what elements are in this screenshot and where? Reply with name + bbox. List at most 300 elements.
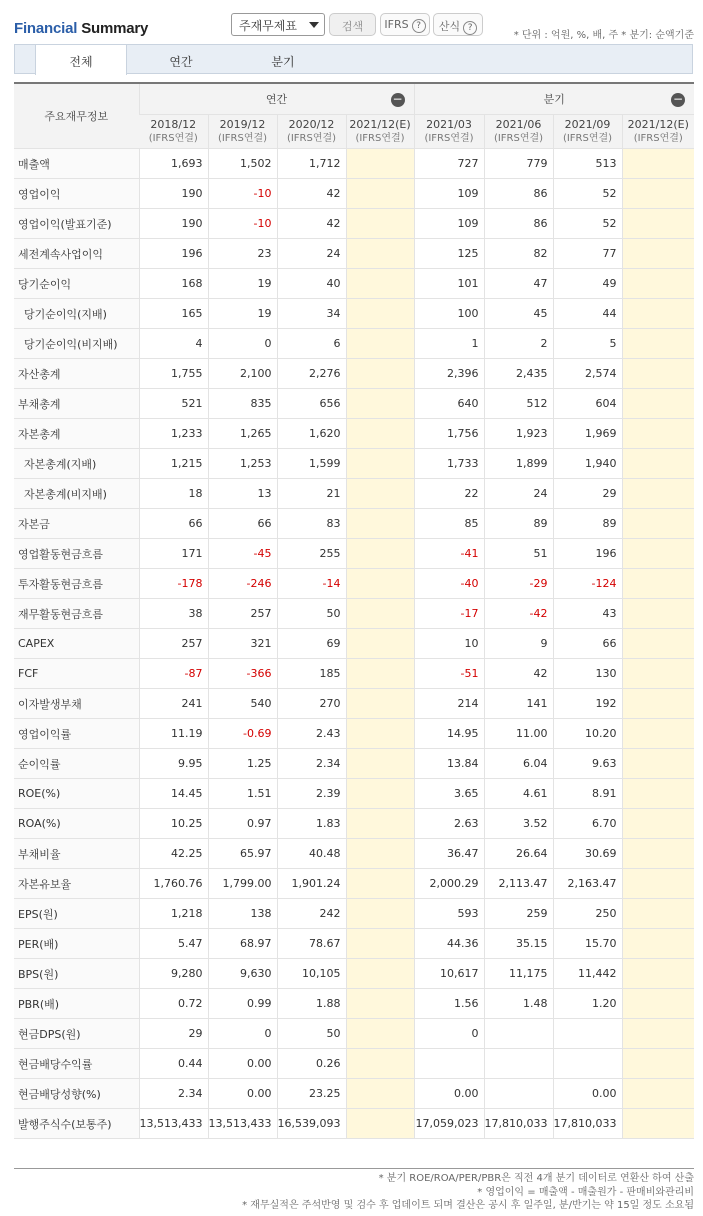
value-cell: 21	[277, 479, 346, 509]
value-cell: 100	[414, 299, 484, 329]
value-cell: 1,620	[277, 419, 346, 449]
value-cell: 51	[484, 539, 553, 569]
row-label: 영업이익률	[14, 719, 139, 749]
value-cell: 2,100	[208, 359, 277, 389]
value-cell: 1.83	[277, 809, 346, 839]
value-cell	[622, 509, 694, 539]
footnote: * 영업이익 = 매출액 - 매출원가 - 판매비와관리비	[477, 1186, 694, 1198]
value-cell: 89	[553, 509, 622, 539]
value-cell: 512	[484, 389, 553, 419]
table-row	[14, 629, 694, 659]
period-header	[622, 115, 694, 149]
value-cell: 3.52	[484, 809, 553, 839]
value-cell: 2.63	[414, 809, 484, 839]
table-row	[14, 149, 694, 179]
unit-note: * 단위 : 억원, %, 배, 주 * 분기: 순액기준	[513, 30, 694, 41]
table-row	[14, 899, 694, 929]
value-cell: 34	[277, 299, 346, 329]
value-cell: 1,969	[553, 419, 622, 449]
value-cell: 44	[553, 299, 622, 329]
value-cell: -14	[277, 569, 346, 599]
value-cell: 24	[484, 479, 553, 509]
table-row	[14, 689, 694, 719]
row-label: ROA(%)	[14, 809, 139, 839]
value-cell: 0.72	[139, 989, 208, 1019]
value-cell: 45	[484, 299, 553, 329]
value-cell: 9.95	[139, 749, 208, 779]
value-cell	[622, 749, 694, 779]
value-cell: 1	[414, 329, 484, 359]
row-label: 자산총계	[14, 359, 139, 389]
row-label: 영업이익	[14, 179, 139, 209]
value-cell: 14.45	[139, 779, 208, 809]
footnote: * 재무실적은 주석반영 및 검수 후 업데이트 되며 결산은 공시 후 일주일, 분/반기는 약 15일 정도 소요됨	[242, 1200, 694, 1211]
value-cell	[622, 149, 694, 179]
ifrs-help-button[interactable]	[380, 13, 430, 36]
value-cell: 4.61	[484, 779, 553, 809]
value-cell: 593	[414, 899, 484, 929]
value-cell: 1,901.24	[277, 869, 346, 899]
value-cell	[346, 629, 414, 659]
value-cell: 835	[208, 389, 277, 419]
page-title	[14, 20, 148, 37]
value-cell	[622, 1079, 694, 1109]
help-icon: ?	[463, 21, 477, 35]
value-cell: 257	[139, 629, 208, 659]
value-cell: 0.97	[208, 809, 277, 839]
value-cell: -40	[414, 569, 484, 599]
table-row	[14, 539, 694, 569]
period-basis: (IFRS연결)	[562, 132, 613, 144]
value-cell	[622, 869, 694, 899]
period-label: 2021/06	[495, 117, 542, 131]
value-cell: 47	[484, 269, 553, 299]
table-bottom-border	[14, 1168, 694, 1169]
value-cell: 214	[414, 689, 484, 719]
period-label: 2018/12	[150, 117, 197, 131]
value-cell: -366	[208, 659, 277, 689]
row-label: 자본유보율	[14, 869, 139, 899]
table-row	[14, 959, 694, 989]
value-cell: 1.25	[208, 749, 277, 779]
value-cell: 1,923	[484, 419, 553, 449]
value-cell: 1,693	[139, 149, 208, 179]
value-cell	[346, 209, 414, 239]
value-cell: -246	[208, 569, 277, 599]
value-cell: 125	[414, 239, 484, 269]
value-cell	[622, 989, 694, 1019]
value-cell: -51	[414, 659, 484, 689]
value-cell: 192	[553, 689, 622, 719]
value-cell: 4	[139, 329, 208, 359]
value-cell: 2,574	[553, 359, 622, 389]
value-cell: -17	[414, 599, 484, 629]
value-cell: -10	[208, 179, 277, 209]
row-label: 당기순이익(지배)	[14, 299, 139, 329]
period-header	[208, 115, 277, 149]
help-icon: ?	[412, 19, 426, 33]
value-cell: 656	[277, 389, 346, 419]
row-label: 이자발생부채	[14, 689, 139, 719]
value-cell	[484, 1079, 553, 1109]
value-cell: 38	[139, 599, 208, 629]
value-cell	[484, 1019, 553, 1049]
value-cell: 50	[277, 599, 346, 629]
value-cell: 35.15	[484, 929, 553, 959]
footnotes	[242, 1172, 694, 1213]
table-row	[14, 419, 694, 449]
value-cell: 42.25	[139, 839, 208, 869]
value-cell: 15.70	[553, 929, 622, 959]
value-cell: 23.25	[277, 1079, 346, 1109]
value-cell: 138	[208, 899, 277, 929]
value-cell: 10	[414, 629, 484, 659]
value-cell: 1,265	[208, 419, 277, 449]
table-row	[14, 839, 694, 869]
value-cell	[346, 179, 414, 209]
value-cell	[622, 629, 694, 659]
table-row	[14, 1079, 694, 1109]
value-cell	[346, 569, 414, 599]
table-row	[14, 869, 694, 899]
value-cell	[622, 239, 694, 269]
table-row	[14, 479, 694, 509]
row-label: 부채비율	[14, 839, 139, 869]
footnote: * 분기 ROE/ROA/PER/PBR은 직전 4개 분기 데이터로 연환산 하여 산출	[378, 1173, 694, 1184]
value-cell: 242	[277, 899, 346, 929]
value-cell: 9	[484, 629, 553, 659]
period-tabs	[14, 44, 693, 74]
value-cell	[622, 539, 694, 569]
value-cell: -10	[208, 209, 277, 239]
value-cell: 1.56	[414, 989, 484, 1019]
value-cell: 241	[139, 689, 208, 719]
value-cell: 2.43	[277, 719, 346, 749]
value-cell: 44.36	[414, 929, 484, 959]
value-cell: 2.34	[139, 1079, 208, 1109]
value-cell: 1,502	[208, 149, 277, 179]
period-header	[414, 115, 484, 149]
row-label: 현금DPS(원)	[14, 1019, 139, 1049]
annual-group-header	[139, 83, 414, 115]
value-cell	[346, 869, 414, 899]
value-cell	[346, 509, 414, 539]
table-row	[14, 1109, 694, 1139]
table-row	[14, 1049, 694, 1079]
value-cell	[346, 989, 414, 1019]
value-cell	[622, 839, 694, 869]
value-cell: 23	[208, 239, 277, 269]
value-cell: 2,435	[484, 359, 553, 389]
value-cell: 190	[139, 179, 208, 209]
value-cell: 1,899	[484, 449, 553, 479]
value-cell	[622, 659, 694, 689]
value-cell: 0.00	[208, 1079, 277, 1109]
value-cell	[622, 779, 694, 809]
table-row	[14, 929, 694, 959]
value-cell: 0	[208, 1019, 277, 1049]
value-cell: 30.69	[553, 839, 622, 869]
value-cell: 13,513,433	[139, 1109, 208, 1139]
value-cell	[346, 149, 414, 179]
value-cell	[346, 539, 414, 569]
value-cell: 196	[139, 239, 208, 269]
value-cell	[346, 1079, 414, 1109]
table-row	[14, 719, 694, 749]
value-cell: 270	[277, 689, 346, 719]
value-cell	[484, 1049, 553, 1079]
value-cell: 66	[208, 509, 277, 539]
value-cell: 1,733	[414, 449, 484, 479]
chevron-down-icon	[309, 22, 319, 28]
row-label: ROE(%)	[14, 779, 139, 809]
value-cell: 18	[139, 479, 208, 509]
value-cell	[346, 809, 414, 839]
search-button[interactable]: 검색	[329, 13, 376, 36]
value-cell	[346, 389, 414, 419]
value-cell: 66	[553, 629, 622, 659]
period-basis: (IFRS연결)	[424, 132, 474, 144]
value-cell	[346, 299, 414, 329]
value-cell: 2.34	[277, 749, 346, 779]
value-cell: 257	[208, 599, 277, 629]
value-cell	[622, 449, 694, 479]
period-label: 2020/12	[288, 117, 335, 131]
financial-summary-table	[14, 82, 694, 1139]
value-cell: 640	[414, 389, 484, 419]
value-cell: 86	[484, 209, 553, 239]
row-label: FCF	[14, 659, 139, 689]
period-header	[553, 115, 622, 149]
value-cell: -42	[484, 599, 553, 629]
value-cell	[622, 929, 694, 959]
row-label: EPS(원)	[14, 899, 139, 929]
value-cell	[622, 1019, 694, 1049]
value-cell: 42	[484, 659, 553, 689]
value-cell: 77	[553, 239, 622, 269]
table-row	[14, 269, 694, 299]
value-cell: 40.48	[277, 839, 346, 869]
value-cell: 255	[277, 539, 346, 569]
value-cell	[622, 479, 694, 509]
table-row	[14, 659, 694, 689]
value-cell: 78.67	[277, 929, 346, 959]
value-cell: 22	[414, 479, 484, 509]
period-basis: (IFRS연결)	[286, 132, 337, 144]
value-cell: 109	[414, 179, 484, 209]
value-cell: -41	[414, 539, 484, 569]
value-cell: 185	[277, 659, 346, 689]
value-cell: 9,630	[208, 959, 277, 989]
value-cell: 321	[208, 629, 277, 659]
row-label: PBR(배)	[14, 989, 139, 1019]
toolbar	[0, 0, 703, 44]
period-basis: (IFRS연결)	[493, 132, 544, 144]
value-cell: 1.20	[553, 989, 622, 1019]
period-label: 2021/09	[564, 117, 611, 131]
table-row	[14, 239, 694, 269]
row-label: 순이익률	[14, 749, 139, 779]
value-cell: 36.47	[414, 839, 484, 869]
tab-quarter[interactable]: 분기	[271, 55, 295, 69]
value-cell: 17,059,023	[414, 1109, 484, 1139]
period-label: 2019/12	[219, 117, 266, 131]
value-cell	[622, 389, 694, 419]
value-cell: 779	[484, 149, 553, 179]
value-cell: 29	[139, 1019, 208, 1049]
row-label: 자본금	[14, 509, 139, 539]
value-cell: 1,799.00	[208, 869, 277, 899]
row-label: 재무활동현금흐름	[14, 599, 139, 629]
value-cell: 1,233	[139, 419, 208, 449]
value-cell	[622, 419, 694, 449]
period-basis: (IFRS연결)	[633, 132, 683, 144]
value-cell: 29	[553, 479, 622, 509]
row-label: 현금배당성향(%)	[14, 1079, 139, 1109]
row-label: BPS(원)	[14, 959, 139, 989]
period-basis: (IFRS연결)	[148, 132, 198, 144]
value-cell: 5.47	[139, 929, 208, 959]
row-label: 발행주식수(보통주)	[14, 1109, 139, 1139]
value-cell: 6.70	[553, 809, 622, 839]
value-cell	[622, 689, 694, 719]
value-cell: 66	[139, 509, 208, 539]
table-row	[14, 809, 694, 839]
collapse-annual-icon[interactable]: −	[392, 92, 403, 106]
value-cell: 171	[139, 539, 208, 569]
value-cell: 40	[277, 269, 346, 299]
annual-group-label: 연간	[265, 93, 288, 106]
table-row	[14, 509, 694, 539]
value-cell: 85	[414, 509, 484, 539]
value-cell: 9,280	[139, 959, 208, 989]
value-cell	[346, 899, 414, 929]
period-label: 2021/03	[426, 117, 472, 131]
value-cell	[346, 1049, 414, 1079]
value-cell	[553, 1049, 622, 1079]
period-basis: (IFRS연결)	[217, 132, 268, 144]
value-cell: 17,810,033	[553, 1109, 622, 1139]
value-cell	[622, 1109, 694, 1139]
table-row	[14, 299, 694, 329]
value-cell: 86	[484, 179, 553, 209]
formula-help-button[interactable]	[433, 13, 483, 36]
value-cell: 10.20	[553, 719, 622, 749]
value-cell: 130	[553, 659, 622, 689]
value-cell: 14.95	[414, 719, 484, 749]
value-cell	[622, 959, 694, 989]
tab-all[interactable]: 전체	[35, 45, 127, 75]
value-cell: 0.26	[277, 1049, 346, 1079]
brand-summary: Summary	[81, 20, 149, 37]
value-cell: 0.00	[553, 1079, 622, 1109]
value-cell: 24	[277, 239, 346, 269]
value-cell	[622, 299, 694, 329]
value-cell	[346, 239, 414, 269]
value-cell: -45	[208, 539, 277, 569]
value-cell	[346, 959, 414, 989]
value-cell: 2,113.47	[484, 869, 553, 899]
value-cell: -124	[553, 569, 622, 599]
value-cell: 0	[414, 1019, 484, 1049]
table-row	[14, 179, 694, 209]
table-row	[14, 329, 694, 359]
value-cell	[346, 689, 414, 719]
tab-annual[interactable]: 연간	[169, 55, 193, 69]
value-cell	[346, 419, 414, 449]
value-cell	[346, 449, 414, 479]
value-cell	[622, 569, 694, 599]
value-cell: 1,218	[139, 899, 208, 929]
value-cell: 250	[553, 899, 622, 929]
value-cell: -29	[484, 569, 553, 599]
value-cell: 0	[208, 329, 277, 359]
value-cell	[346, 329, 414, 359]
value-cell: 1.51	[208, 779, 277, 809]
row-label: 당기순이익	[14, 269, 139, 299]
row-label: 세전계속사업이익	[14, 239, 139, 269]
value-cell	[346, 1019, 414, 1049]
period-header	[277, 115, 346, 149]
value-cell: 2,276	[277, 359, 346, 389]
value-cell: 42	[277, 179, 346, 209]
value-cell: 6.04	[484, 749, 553, 779]
collapse-quarter-icon[interactable]: −	[673, 92, 684, 106]
value-cell: 727	[414, 149, 484, 179]
value-cell: 43	[553, 599, 622, 629]
row-label: 영업활동현금흐름	[14, 539, 139, 569]
row-label: 현금배당수익률	[14, 1049, 139, 1079]
value-cell: 69	[277, 629, 346, 659]
value-cell: 13	[208, 479, 277, 509]
value-cell: 168	[139, 269, 208, 299]
value-cell: 19	[208, 299, 277, 329]
value-cell: 11.19	[139, 719, 208, 749]
period-label: 2021/12(E)	[627, 117, 689, 131]
value-cell: 1.48	[484, 989, 553, 1019]
row-label: PER(배)	[14, 929, 139, 959]
table-row	[14, 209, 694, 239]
value-cell: -87	[139, 659, 208, 689]
value-cell: 19	[208, 269, 277, 299]
value-cell: 8.91	[553, 779, 622, 809]
value-cell: 0.99	[208, 989, 277, 1019]
value-cell	[346, 659, 414, 689]
value-cell: 196	[553, 539, 622, 569]
value-cell: 0.00	[208, 1049, 277, 1079]
table-row	[14, 1019, 694, 1049]
statement-select[interactable]	[231, 13, 325, 36]
value-cell	[346, 359, 414, 389]
value-cell	[346, 1109, 414, 1139]
value-cell: 16,539,093	[277, 1109, 346, 1139]
value-cell: 0.00	[414, 1079, 484, 1109]
value-cell	[346, 719, 414, 749]
period-basis: (IFRS연결)	[355, 132, 405, 144]
value-cell	[553, 1019, 622, 1049]
value-cell: 3.65	[414, 779, 484, 809]
value-cell	[346, 599, 414, 629]
row-label: CAPEX	[14, 629, 139, 659]
value-cell: 26.64	[484, 839, 553, 869]
value-cell: 50	[277, 1019, 346, 1049]
value-cell: 513	[553, 149, 622, 179]
value-cell: 0.44	[139, 1049, 208, 1079]
value-cell: 2,396	[414, 359, 484, 389]
value-cell	[622, 269, 694, 299]
value-cell: 5	[553, 329, 622, 359]
value-cell: 17,810,033	[484, 1109, 553, 1139]
